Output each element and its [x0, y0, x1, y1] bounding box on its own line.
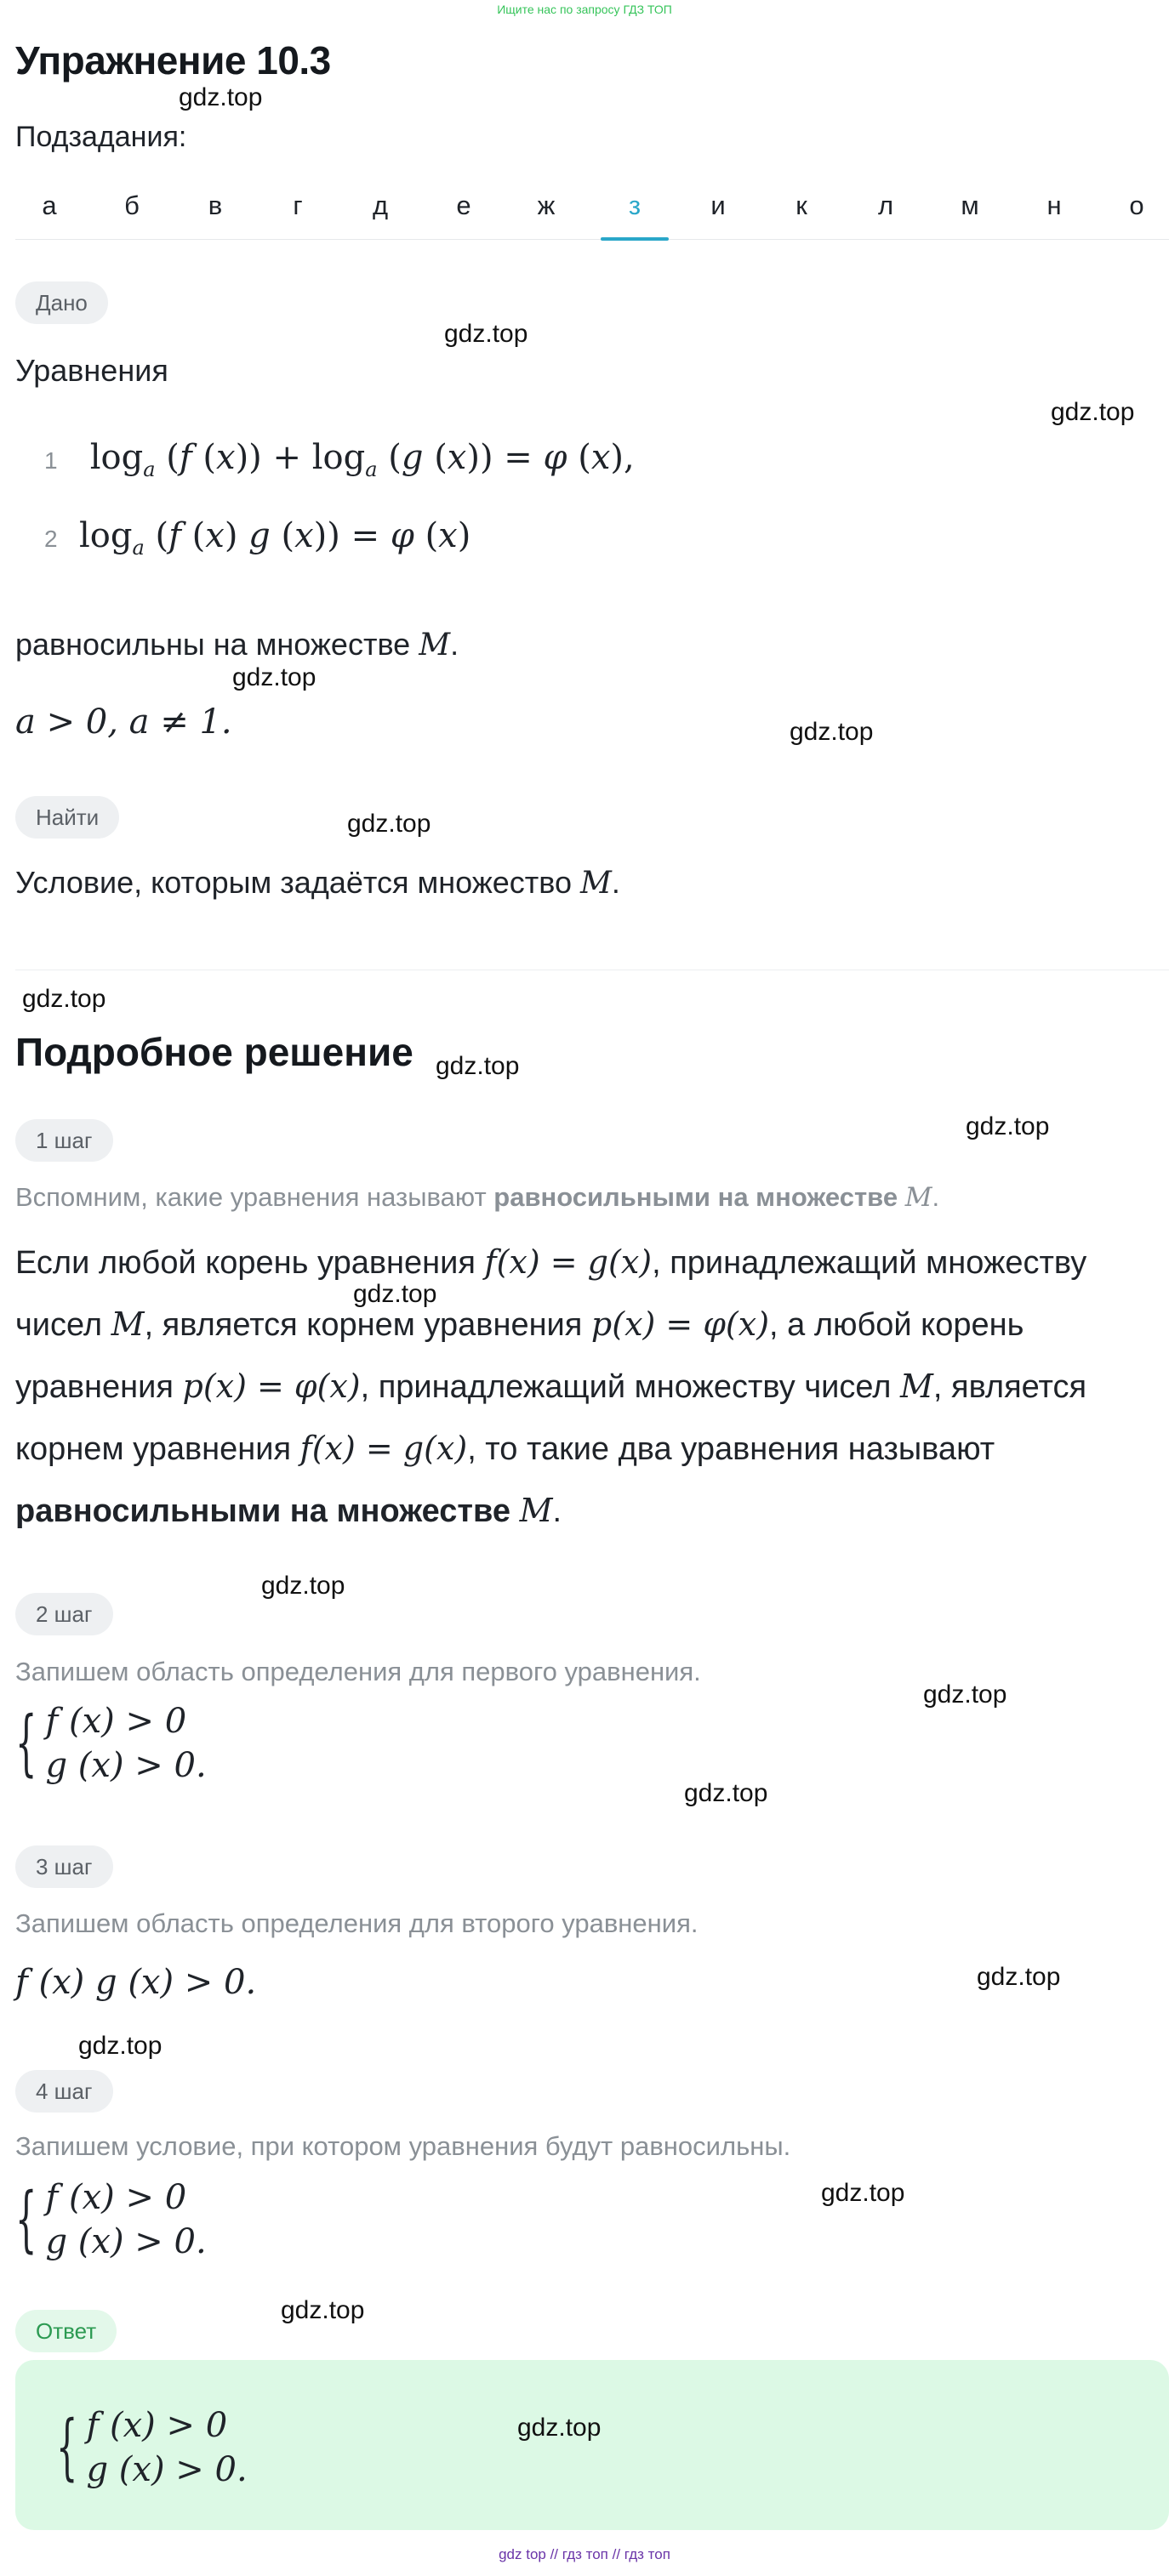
step-1-lead	[15, 1182, 939, 1213]
text-span: , является	[932, 1369, 1087, 1405]
text-span: , является корнем уравнения	[144, 1307, 591, 1343]
system-line: f (x) > 0	[86, 2406, 228, 2445]
watermark: gdz.top	[232, 663, 316, 691]
text-span: чисел	[15, 1307, 111, 1343]
given-condition: a > 0, a ≠ 1.	[15, 702, 232, 742]
step-4-lead: Запишем условие, при котором уравнения будут равносильны.	[15, 2131, 791, 2161]
watermark: gdz.top	[281, 2296, 365, 2324]
step-1-badge: 1 шаг	[15, 1119, 113, 1162]
top-banner[interactable]: Ищите нас по запросу ГДЗ ТОП	[497, 3, 672, 16]
answer-system	[56, 2403, 248, 2492]
text-span: , принадлежащий множеству	[652, 1245, 1087, 1281]
formula: p(x) = φ(x)	[182, 1368, 361, 1405]
find-end: .	[611, 865, 620, 900]
step-4-badge: 4 шаг	[15, 2070, 113, 2113]
system-line: g (x) > 0.	[45, 2222, 207, 2261]
system-line: f (x) > 0	[45, 2178, 187, 2217]
find-badge: Найти	[15, 796, 119, 839]
text-span: , принадлежащий множеству чисел	[360, 1369, 900, 1405]
step-1-lead-end: .	[932, 1182, 940, 1212]
formula: M	[899, 1368, 933, 1405]
tab-b[interactable]: б	[124, 190, 140, 220]
tab-zh[interactable]: ж	[537, 190, 556, 220]
system-lines	[86, 2403, 247, 2492]
step-4-system	[15, 2175, 207, 2264]
answer-badge: Ответ	[15, 2310, 117, 2352]
system-lines	[45, 1699, 206, 1788]
given-suffix-var: M	[419, 628, 451, 662]
watermark: gdz.top	[78, 2032, 163, 2060]
paragraph-line-2	[15, 1294, 1155, 1356]
equation-1-number: 1	[44, 447, 58, 474]
step-3-badge: 3 шаг	[15, 1845, 113, 1888]
tab-v[interactable]: в	[208, 190, 223, 220]
step-3-formula: f (x) g (x) > 0.	[15, 1963, 257, 2002]
watermark: gdz.top	[436, 1052, 520, 1080]
equation-1: 1 $\log_a (f$ $(x)) + \log_a (g$ (x)) = φ (x),	[44, 438, 635, 481]
given-intro: Уравнения	[15, 353, 168, 388]
step-1-lead-bold: равносильными на множестве	[493, 1182, 898, 1212]
brace-icon: {	[15, 1702, 37, 1785]
formula: f(x) = g(x)	[299, 1430, 468, 1467]
watermark: gdz.top	[966, 1112, 1050, 1140]
watermark: gdz.top	[684, 1779, 768, 1807]
watermark: gdz.top	[22, 985, 106, 1013]
text-span: уравнения	[15, 1369, 183, 1405]
step-2-badge: 2 шаг	[15, 1593, 113, 1635]
watermark: gdz.top	[261, 1572, 345, 1600]
text-span: .	[552, 1493, 562, 1529]
formula: M	[519, 1492, 553, 1529]
paragraph-line-3	[15, 1356, 1155, 1418]
watermark: gdz.top	[790, 718, 874, 746]
system-line: g (x) > 0.	[45, 1746, 207, 1785]
brace-icon: {	[56, 2406, 78, 2489]
tab-a[interactable]: а	[42, 190, 57, 220]
find-text	[15, 865, 620, 901]
tab-l[interactable]: л	[877, 190, 894, 220]
watermark: gdz.top	[923, 1680, 1007, 1709]
text-span: корнем уравнения	[15, 1431, 300, 1467]
formula: f(x) = g(x)	[484, 1243, 653, 1281]
text-span: , то такие два уравнения называют	[467, 1431, 995, 1467]
step-1-paragraph	[15, 1231, 1155, 1542]
watermark: gdz.top	[977, 1963, 1061, 1991]
tab-e[interactable]: е	[456, 190, 471, 220]
given-suffix-text: равносильны на множестве	[15, 627, 411, 662]
equation-2-number: 2	[44, 526, 58, 552]
tab-i[interactable]: и	[710, 190, 726, 220]
given-suffix-end: .	[450, 627, 459, 662]
watermark: gdz.top	[821, 2179, 905, 2207]
watermark: gdz.top	[179, 83, 263, 111]
paragraph-line-5	[15, 1480, 1155, 1542]
page-title: Упражнение 10.3	[15, 38, 331, 82]
watermark: gdz.top	[347, 810, 431, 838]
solution-title: Подробное решение	[15, 1030, 413, 1074]
watermark: gdz.top	[444, 320, 528, 348]
watermark: gdz.top	[1051, 398, 1135, 426]
watermark: gdz.top	[353, 1280, 437, 1308]
system-line: g (x) > 0.	[86, 2450, 248, 2489]
system-line: f (x) > 0	[45, 1702, 187, 1741]
given-badge: Дано	[15, 281, 108, 324]
paragraph-line-4	[15, 1418, 1155, 1480]
text-span: Если любой корень уравнения	[15, 1245, 485, 1281]
subtasks-label: Подзадания:	[15, 121, 187, 153]
system-lines	[45, 2175, 206, 2264]
step-2-lead: Запишем область определения для первого уравнения.	[15, 1657, 701, 1686]
step-1-lead-text: Вспомним, какие уравнения называют	[15, 1182, 494, 1212]
footer-links[interactable]: gdz top // гдз топ // гдз топ	[499, 2546, 670, 2562]
tab-o[interactable]: о	[1129, 190, 1144, 220]
given-suffix	[15, 627, 459, 662]
tab-k[interactable]: к	[795, 190, 807, 220]
tab-n[interactable]: н	[1046, 190, 1062, 220]
tab-z[interactable]: з	[601, 180, 669, 240]
brace-icon: {	[15, 2178, 37, 2261]
text-span: , а любой корень	[769, 1307, 1024, 1343]
tab-m[interactable]: м	[961, 190, 979, 220]
find-text-label: Условие, которым задаётся множество	[15, 865, 573, 900]
subtask-tabs	[15, 180, 1169, 240]
tab-g[interactable]: г	[293, 190, 303, 220]
find-var: M	[580, 866, 612, 901]
equation-2: 2 $\log_a (f$ (x) g (x)) = φ (x)	[44, 516, 471, 560]
paragraph-line-1	[15, 1231, 1155, 1294]
step-1-lead-var: M	[904, 1182, 932, 1213]
bold-text: равносильными на множестве	[15, 1493, 520, 1529]
formula: M	[111, 1305, 145, 1343]
tab-d[interactable]: д	[372, 190, 389, 220]
step-2-system	[15, 1699, 207, 1788]
watermark: gdz.top	[517, 2414, 602, 2442]
step-3-lead: Запишем область определения для второго уравнения.	[15, 1908, 699, 1938]
formula: p(x) = φ(x)	[590, 1305, 770, 1343]
